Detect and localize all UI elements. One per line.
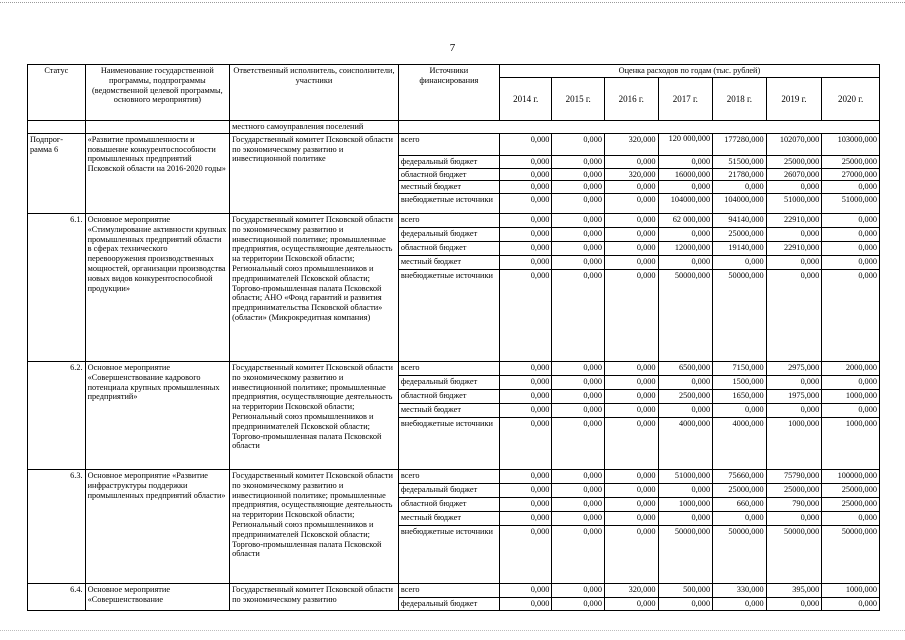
year-amount: 177280,000 [713,133,767,155]
year-amount: 51000,000 [766,194,822,214]
year-amount: 0,000 [552,194,605,214]
year-amount: 1000,000 [822,584,880,598]
year-amount: 2000,000 [822,362,880,376]
year-amount: 320,000 [605,584,659,598]
year-amount: 1500,000 [713,376,767,390]
year-amount: 0,000 [822,228,880,242]
year-amount: 0,000 [552,498,605,512]
year-amount: 25000,000 [766,484,822,498]
year-amount: 0,000 [552,214,605,228]
header-year: 2018 г. [713,78,767,121]
year-amount: 4000,000 [713,418,767,470]
row-program-name: Основное мероприятие «Совершенствование кадрового потенциала крупных промышленных предприятий» [85,362,230,470]
year-amount: 0,000 [499,404,552,418]
year-amount: 0,000 [499,498,552,512]
header-estimate: Оценка расходов по годам (тыс. рублей) [499,65,879,78]
year-amount: 0,000 [713,181,767,194]
year-amount: 0,000 [552,133,605,155]
row-status: 6.3. [28,470,86,584]
year-amount: 0,000 [713,598,767,611]
row-program-name: Основное мероприятие «Развитие инфраструктуры поддержки промышленных предприятий области» [85,470,230,584]
page-number: 7 [449,42,456,54]
funding-source: всего [398,584,499,598]
funding-source: внебюджетные источники [398,270,499,362]
year-amount: 0,000 [552,242,605,256]
year-amount: 103000,000 [822,133,880,155]
year-amount: 0,000 [552,526,605,584]
year-amount: 21780,000 [713,168,767,181]
year-amount: 0,000 [658,228,713,242]
year-amount: 26070,000 [766,168,822,181]
year-amount: 0,000 [605,256,659,270]
header-year: 2014 г. [499,78,552,121]
year-amount: 660,000 [713,498,767,512]
year-amount: 7150,000 [713,362,767,376]
table-row [28,470,880,484]
year-amount: 75660,000 [713,470,767,484]
year-amount: 0,000 [822,242,880,256]
year-amount: 0,000 [713,512,767,526]
year-amount: 0,000 [605,362,659,376]
year-amount: 75790,000 [766,470,822,484]
year-amount: 0,000 [605,390,659,404]
year-amount: 0,000 [766,181,822,194]
year-amount: 0,000 [822,270,880,362]
year-amount: 0,000 [605,418,659,470]
year-amount: 1975,000 [766,390,822,404]
year-amount: 0,000 [499,228,552,242]
year-amount: 50000,000 [766,526,822,584]
funding-source: федеральный бюджет [398,155,499,168]
year-amount: 0,000 [499,390,552,404]
budget-table [27,64,880,611]
year-amount: 320,000 [605,133,659,155]
year-amount: 25000,000 [822,155,880,168]
funding-source: местный бюджет [398,181,499,194]
year-amount: 0,000 [499,484,552,498]
year-amount: 0,000 [499,194,552,214]
year-amount: 0,000 [658,598,713,611]
year-amount: 1000,000 [822,418,880,470]
year-amount: 0,000 [605,270,659,362]
year-amount: 0,000 [658,512,713,526]
year-amount: 0,000 [766,512,822,526]
row-program-name: Основное мероприятие «Стимулирование активности крупных промышленных предприятий области в сферах технического перевооружения производственных мощностей, организации производства новых видов конкурентоспособной продукции» [85,214,230,362]
carryover-row [28,121,880,134]
row-program-name: «Развитие промышленности и повышение конкурентоспособности промышленных предприятий Псковской области на 2016-2020 годы» [85,133,230,213]
row-executor: Государственный комитет Псковской области по экономическому развитию и инвестиционной политике; промышленные предприятия, осуществляющие деятельность на территории Псковской области; Региональный союз промышленников и предпринимателей Псковской области; Торгово-промышленная палата Псковской области; АНО «Фонд гарантий и развития предпринимательства Псковской области» (области» (Микрокредитная компания) [230,214,399,362]
row-status: 6.4. [28,584,86,611]
year-amount: 0,000 [552,168,605,181]
year-amount: 51000,000 [822,194,880,214]
year-amount: 102070,000 [766,133,822,155]
header-year: 2017 г. [658,78,713,121]
year-amount: 0,000 [552,598,605,611]
row-executor: Государственный комитет Псковской области по экономическому развитию и инвестиционной политике; промышленные предприятия, осуществляющие деятельность на территории Псковской области; Региональный союз промышленников и предпринимателей Псковской области; Торгово-промышленная палата Псковской области [230,362,399,470]
scan-edge-top [0,2,905,4]
year-amount: 0,000 [499,256,552,270]
year-amount: 4000,000 [658,418,713,470]
table-row [28,584,880,598]
year-amount: 0,000 [499,270,552,362]
row-status: 6.1. [28,214,86,362]
funding-source: всего [398,133,499,155]
year-amount: 25000,000 [713,228,767,242]
funding-source: областной бюджет [398,390,499,404]
year-amount: 0,000 [822,181,880,194]
year-amount: 0,000 [822,512,880,526]
year-amount: 0,000 [605,242,659,256]
year-amount: 104000,000 [713,194,767,214]
year-amount: 0,000 [766,404,822,418]
year-amount: 1000,000 [658,498,713,512]
scan-edge-bottom [0,630,905,637]
row-executor: Государственный комитет Псковской области по экономическому развитию [230,584,399,611]
year-amount: 0,000 [605,155,659,168]
table-row [28,133,880,155]
funding-source: местный бюджет [398,404,499,418]
year-amount: 0,000 [552,584,605,598]
year-amount: 0,000 [766,270,822,362]
year-amount: 0,000 [499,512,552,526]
year-amount: 0,000 [499,362,552,376]
year-amount: 0,000 [499,376,552,390]
year-amount: 0,000 [605,376,659,390]
header-sources: Источники финансирования [398,65,499,121]
year-amount: 22910,000 [766,242,822,256]
year-amount: 51000,000 [658,470,713,484]
year-amount: 0,000 [552,256,605,270]
year-amount: 12000,000 [658,242,713,256]
year-amount: 120 000,000 [658,133,713,155]
year-amount: 25000,000 [822,498,880,512]
year-amount: 2975,000 [766,362,822,376]
year-amount: 25000,000 [766,155,822,168]
year-amount: 0,000 [499,584,552,598]
year-amount: 0,000 [552,390,605,404]
year-amount: 0,000 [499,214,552,228]
year-amount: 0,000 [658,181,713,194]
year-amount: 0,000 [605,194,659,214]
row-executor: Государственный комитет Псковской области по экономическому развитию и инвестиционной политике [230,133,399,213]
year-amount: 0,000 [766,228,822,242]
funding-source: местный бюджет [398,512,499,526]
year-amount: 25000,000 [713,484,767,498]
year-amount: 100000,000 [822,470,880,484]
funding-source: внебюджетные источники [398,418,499,470]
year-amount: 500,000 [658,584,713,598]
funding-source: всего [398,470,499,484]
header-year: 2016 г. [605,78,659,121]
year-amount: 51500,000 [713,155,767,168]
table-row [28,362,880,376]
year-amount: 0,000 [552,270,605,362]
year-amount: 0,000 [552,228,605,242]
year-amount: 0,000 [822,214,880,228]
year-amount: 0,000 [713,404,767,418]
funding-source: областной бюджет [398,168,499,181]
year-amount: 0,000 [499,168,552,181]
year-amount: 94140,000 [713,214,767,228]
year-amount: 320,000 [605,168,659,181]
year-amount: 16000,000 [658,168,713,181]
year-amount: 1000,000 [766,418,822,470]
year-amount: 0,000 [552,484,605,498]
year-amount: 50000,000 [658,270,713,362]
year-amount: 0,000 [605,512,659,526]
year-amount: 0,000 [499,133,552,155]
year-amount: 1650,000 [713,390,767,404]
funding-source: областной бюджет [398,498,499,512]
row-program-name: Основное мероприятие «Совершенствование [85,584,230,611]
year-amount: 19140,000 [713,242,767,256]
year-amount: 0,000 [766,256,822,270]
funding-source: федеральный бюджет [398,598,499,611]
year-amount: 50000,000 [822,526,880,584]
year-amount: 0,000 [658,376,713,390]
year-amount: 0,000 [552,362,605,376]
year-amount: 0,000 [605,470,659,484]
year-amount: 0,000 [499,598,552,611]
year-amount: 790,000 [766,498,822,512]
year-amount: 0,000 [822,256,880,270]
funding-source: федеральный бюджет [398,376,499,390]
year-amount: 0,000 [658,404,713,418]
row-executor: Государственный комитет Псковской области по экономическому развитию и инвестиционной политике; промышленные предприятия, осуществляющие деятельность на территории Псковской области; Региональный союз промышленников и предпринимателей Псковской области; Торгово-промышленная палата Псковской области [230,470,399,584]
year-amount: 0,000 [605,214,659,228]
year-amount: 0,000 [552,155,605,168]
year-amount: 0,000 [605,484,659,498]
year-amount: 104000,000 [658,194,713,214]
year-amount: 0,000 [499,181,552,194]
year-amount: 25000,000 [822,484,880,498]
year-amount: 0,000 [658,155,713,168]
header-name: Наименование государственной программы, подпрограммы (ведомственной целевой программы, основного мероприятия) [85,65,230,121]
year-amount: 330,000 [713,584,767,598]
row-status: 6.2. [28,362,86,470]
header-year: 2015 г. [552,78,605,121]
year-amount: 0,000 [552,181,605,194]
year-amount: 62 000,000 [658,214,713,228]
year-amount: 0,000 [552,404,605,418]
year-amount: 50000,000 [713,270,767,362]
funding-source: всего [398,214,499,228]
funding-source: всего [398,362,499,376]
year-amount: 0,000 [713,256,767,270]
year-amount: 0,000 [552,512,605,526]
year-amount: 27000,000 [822,168,880,181]
year-amount: 0,000 [822,598,880,611]
carryover-text: местного самоуправления поселений [230,121,399,134]
year-amount: 0,000 [766,376,822,390]
year-amount: 0,000 [499,470,552,484]
funding-source: федеральный бюджет [398,484,499,498]
year-amount: 2500,000 [658,390,713,404]
year-amount: 0,000 [822,376,880,390]
header-executor: Ответственный исполнитель, соисполнители, участники [230,65,399,121]
year-amount: 0,000 [605,228,659,242]
funding-source: областной бюджет [398,242,499,256]
funding-source: федеральный бюджет [398,228,499,242]
year-amount: 0,000 [552,470,605,484]
year-amount: 0,000 [605,498,659,512]
year-amount: 0,000 [605,404,659,418]
year-amount: 0,000 [499,155,552,168]
table-row [28,214,880,228]
year-amount: 0,000 [822,404,880,418]
year-amount: 395,000 [766,584,822,598]
year-amount: 22910,000 [766,214,822,228]
row-status: Подпрог-рамма 6 [28,133,86,213]
year-amount: 0,000 [605,181,659,194]
funding-source: местный бюджет [398,256,499,270]
header-year: 2019 г. [766,78,822,121]
year-amount: 0,000 [658,256,713,270]
year-amount: 0,000 [605,598,659,611]
year-amount: 6500,000 [658,362,713,376]
header-year: 2020 г. [822,78,880,121]
year-amount: 0,000 [552,418,605,470]
year-amount: 50000,000 [658,526,713,584]
year-amount: 0,000 [605,526,659,584]
year-amount: 0,000 [766,598,822,611]
funding-source: внебюджетные источники [398,526,499,584]
year-amount: 0,000 [499,242,552,256]
header-status: Статус [28,65,86,121]
year-amount: 0,000 [552,376,605,390]
funding-source: внебюджетные источники [398,194,499,214]
year-amount: 0,000 [499,526,552,584]
year-amount: 0,000 [499,418,552,470]
year-amount: 0,000 [658,484,713,498]
year-amount: 1000,000 [822,390,880,404]
year-amount: 50000,000 [713,526,767,584]
